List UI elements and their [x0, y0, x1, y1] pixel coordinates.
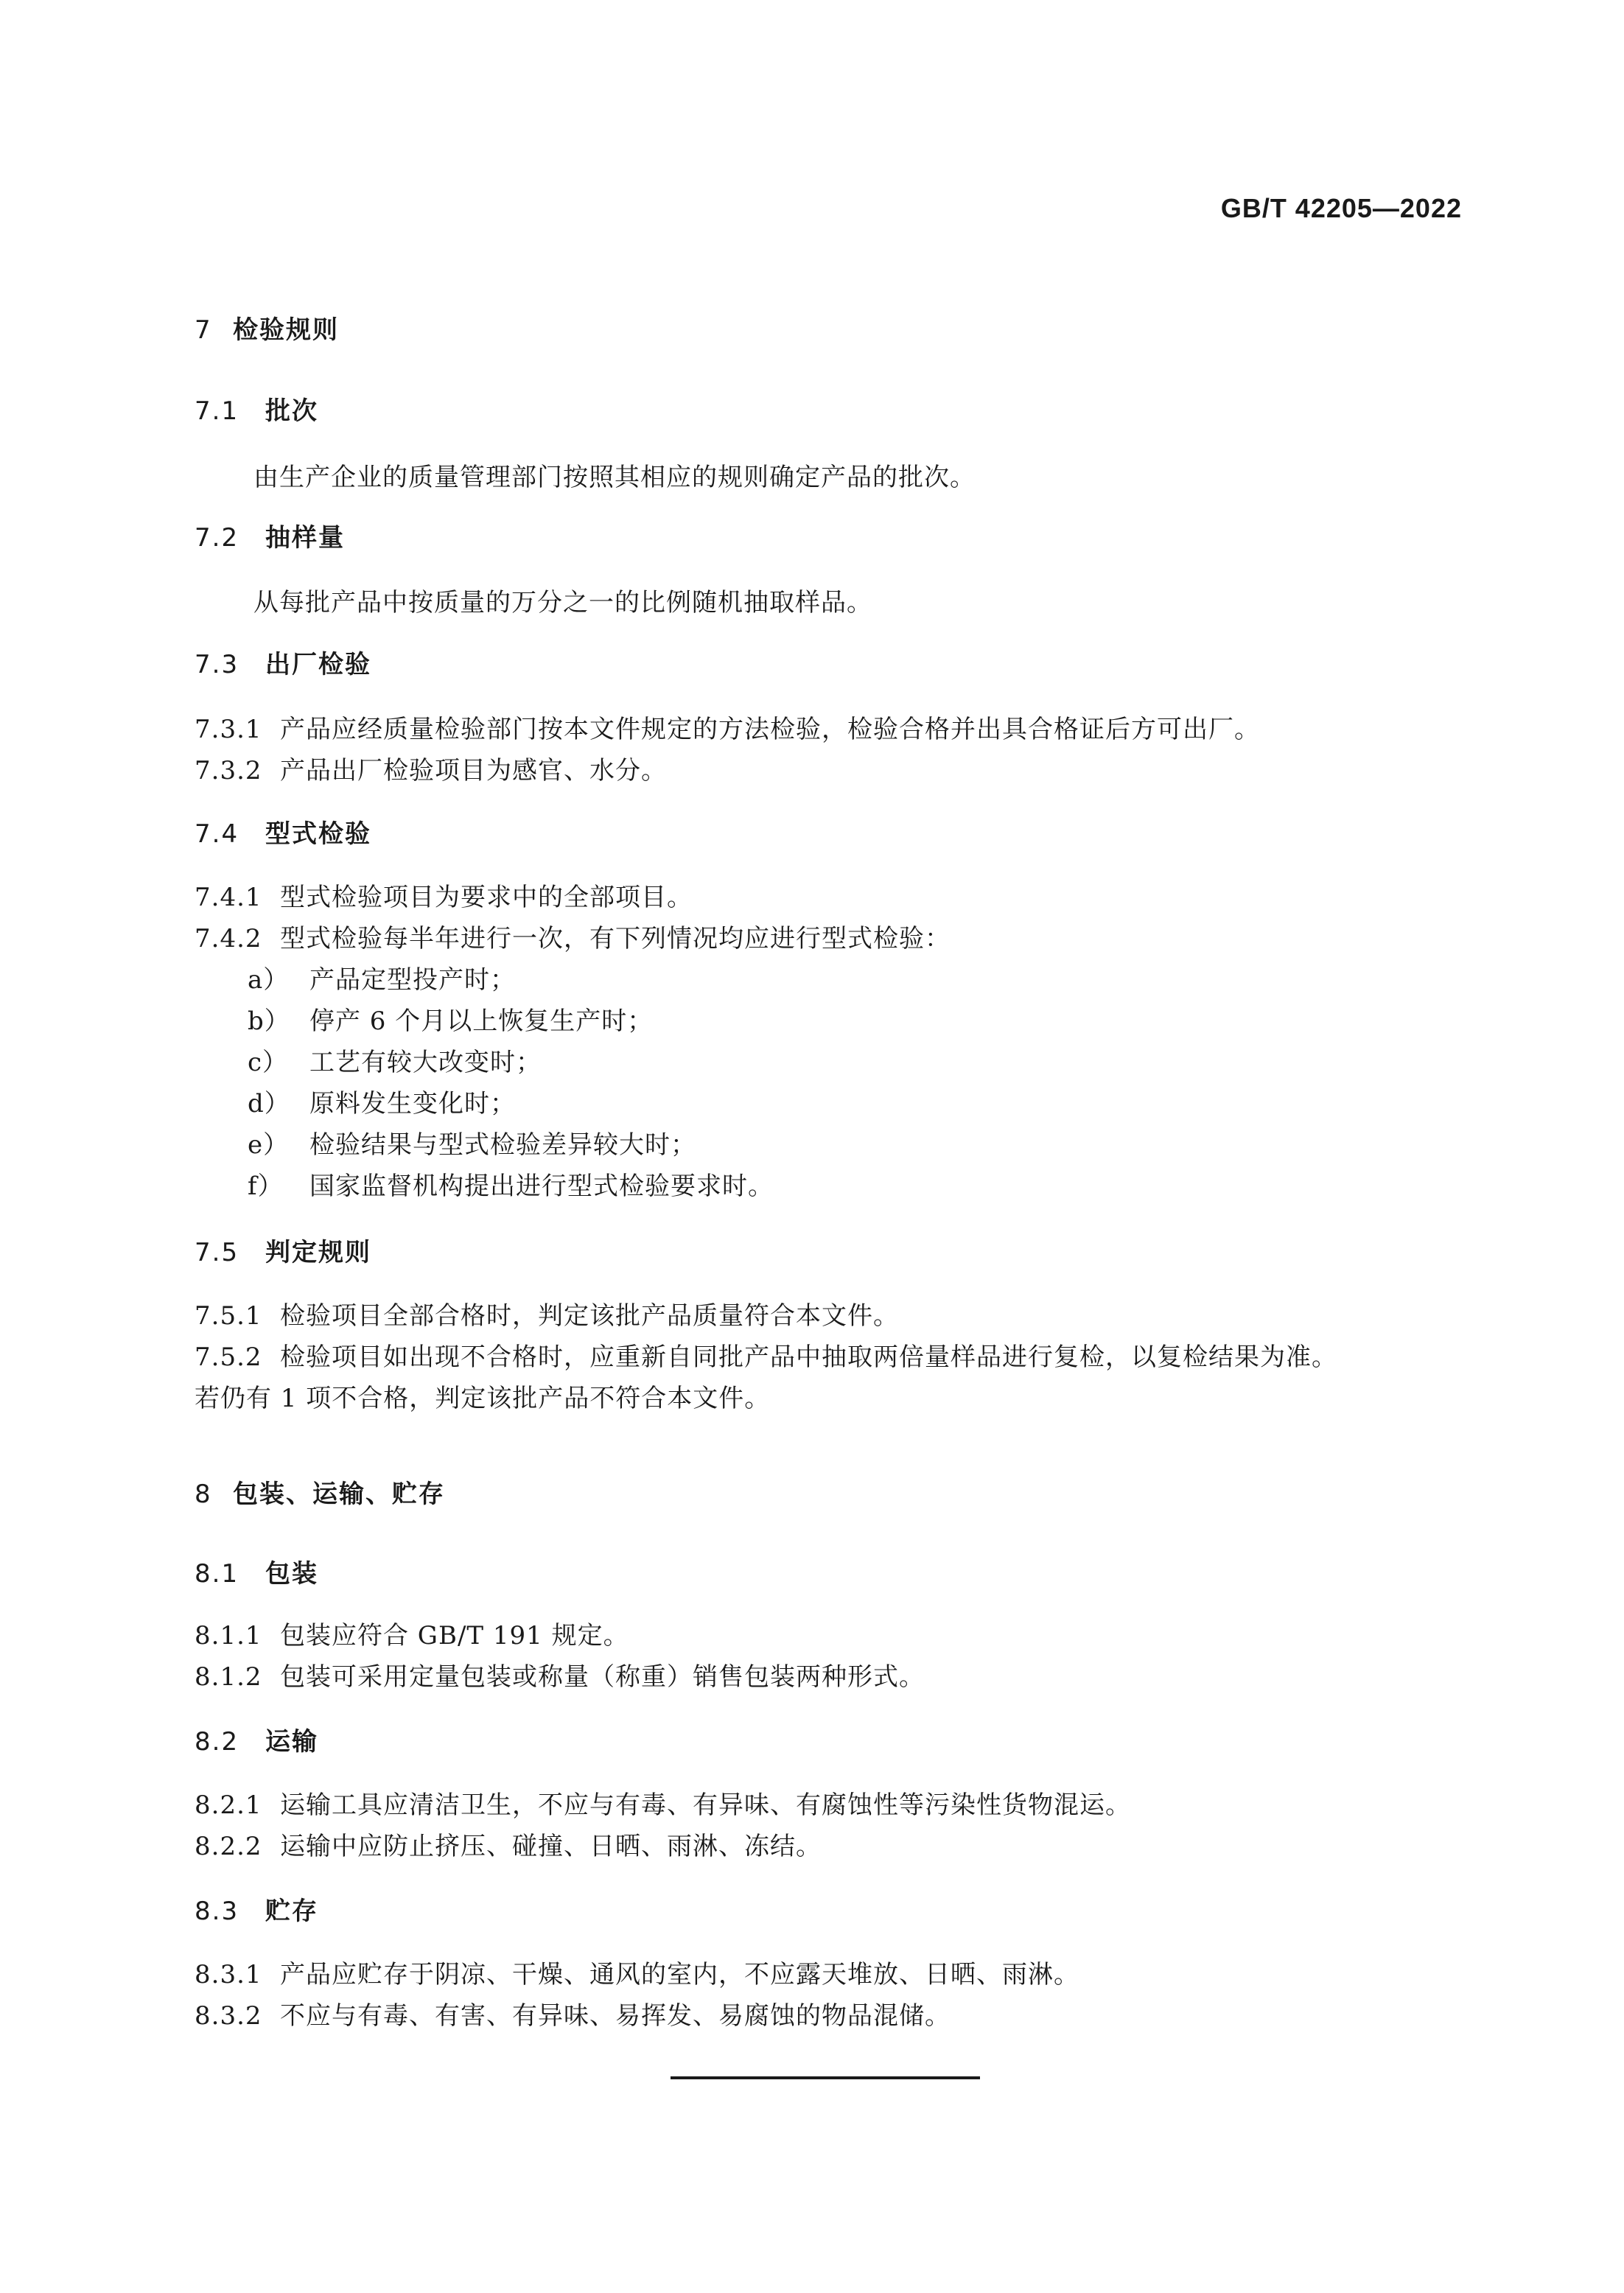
- clause-text: 运输工具应清洁卫生，不应与有毒、有异味、有腐蚀性等污染性货物混运。: [280, 1790, 1131, 1820]
- list-item: [248, 1169, 774, 1204]
- subsection-title: 判定规则: [265, 1238, 371, 1267]
- subsection-number: 7.1: [195, 396, 239, 426]
- clause-number: 7.4.2: [195, 924, 262, 953]
- end-rule: [671, 2076, 980, 2079]
- clause-7-4-1: [195, 880, 693, 915]
- subsection-title: 抽样量: [265, 523, 345, 553]
- clause-number: 8.1.1: [195, 1621, 262, 1650]
- subsection-title: 型式检验: [265, 819, 371, 849]
- section-8-heading: [195, 1477, 445, 1512]
- list-marker: b）: [248, 1007, 290, 1036]
- subsection-number: 8.2: [195, 1727, 239, 1757]
- subsection-8-2-heading: [195, 1724, 318, 1760]
- list-item: [248, 1004, 653, 1039]
- subsection-7-4-heading: [195, 816, 371, 852]
- subsection-number: 7.5: [195, 1238, 239, 1267]
- subsection-title: 出厂检验: [265, 650, 371, 679]
- clause-8-2-2: [195, 1829, 822, 1864]
- list-text: 停产 6 个月以上恢复生产时；: [309, 1007, 654, 1036]
- clause-number: 8.2.2: [195, 1832, 262, 1861]
- list-item: [248, 1045, 542, 1080]
- list-text: 检验结果与型式检验差异较大时；: [309, 1130, 696, 1160]
- clause-number: 8.3.1: [195, 1960, 262, 1989]
- subsection-number: 7.4: [195, 819, 239, 849]
- clause-number: 7.5.1: [195, 1301, 262, 1331]
- list-item: [248, 1127, 696, 1163]
- clause-number: 8.2.1: [195, 1790, 262, 1820]
- clause-number: 7.3.1: [195, 715, 262, 744]
- list-item: [248, 962, 516, 998]
- clause-text: 不应与有毒、有害、有异味、易挥发、易腐蚀的物品混储。: [280, 2001, 951, 2031]
- clause-7-4-2: [195, 921, 951, 956]
- clause-number: 7.5.2: [195, 1342, 262, 1372]
- clause-8-1-2: [195, 1659, 925, 1695]
- clause-text: 型式检验每半年进行一次，有下列情况均应进行型式检验：: [280, 924, 951, 953]
- clause-number: 8.1.2: [195, 1662, 262, 1692]
- subsection-number: 8.3: [195, 1897, 239, 1926]
- clause-text: 包装应符合 GB/T 191 规定。: [280, 1621, 629, 1650]
- subsection-8-3-heading: [195, 1894, 318, 1929]
- clause-text: 检验项目全部合格时，判定该批产品质量符合本文件。: [280, 1301, 899, 1331]
- list-item: [248, 1086, 516, 1121]
- clause-text: 检验项目如出现不合格时，应重新自同批产品中抽取两倍量样品进行复检，以复检结果为准。: [280, 1342, 1337, 1372]
- clause-text: 运输中应防止挤压、碰撞、日晒、雨淋、冻结。: [280, 1832, 822, 1861]
- section-number: 7: [195, 315, 212, 345]
- clause-7-3-2: [195, 753, 667, 788]
- list-text: 工艺有较大改变时；: [309, 1048, 542, 1077]
- subsection-number: 7.3: [195, 650, 239, 679]
- paragraph-7-1: 由生产企业的质量管理部门按照其相应的规则确定产品的批次。: [253, 463, 976, 492]
- clause-text: 型式检验项目为要求中的全部项目。: [280, 883, 693, 912]
- subsection-title: 运输: [265, 1727, 318, 1757]
- list-marker: e）: [248, 1130, 290, 1160]
- clause-text: 产品应贮存于阴凉、干燥、通风的室内，不应露天堆放、日晒、雨淋。: [280, 1960, 1079, 1989]
- list-marker: f）: [248, 1172, 284, 1201]
- clause-8-2-1: [195, 1788, 1131, 1823]
- list-text: 原料发生变化时；: [309, 1089, 516, 1119]
- list-text: 国家监督机构提出进行型式检验要求时。: [309, 1172, 774, 1201]
- standard-number: GB/T 42205—2022: [1220, 193, 1462, 223]
- clause-8-3-1: [195, 1957, 1079, 1992]
- subsection-7-5-heading: [195, 1235, 371, 1270]
- list-marker: c）: [248, 1048, 289, 1077]
- clause-8-1-1: [195, 1618, 629, 1653]
- list-marker: a）: [248, 965, 290, 995]
- clause-number: 8.3.2: [195, 2001, 262, 2031]
- clause-7-5-2: [195, 1340, 1337, 1375]
- subsection-title: 贮存: [265, 1897, 318, 1926]
- clause-text: 产品出厂检验项目为感官、水分。: [280, 756, 667, 785]
- section-title: 包装、运输、贮存: [233, 1480, 445, 1509]
- subsection-8-1-heading: [195, 1556, 318, 1592]
- section-number: 8: [195, 1480, 212, 1509]
- subsection-number: 7.2: [195, 523, 239, 553]
- clause-number: 7.3.2: [195, 756, 262, 785]
- paragraph-7-2: 从每批产品中按质量的万分之一的比例随机抽取样品。: [253, 588, 872, 617]
- clause-7-5-1: [195, 1298, 899, 1334]
- subsection-title: 包装: [265, 1559, 318, 1589]
- clause-number: 7.4.1: [195, 883, 262, 912]
- section-7-heading: [195, 312, 339, 348]
- clause-continuation: 若仍有 1 项不合格，判定该批产品不符合本文件。: [195, 1384, 771, 1413]
- subsection-number: 8.1: [195, 1559, 239, 1589]
- subsection-7-1-heading: [195, 393, 318, 429]
- section-title: 检验规则: [233, 315, 339, 345]
- subsection-7-2-heading: [195, 520, 345, 556]
- clause-7-3-1: [195, 712, 1260, 747]
- clause-text: 包装可采用定量包装或称量（称重）销售包装两种形式。: [280, 1662, 925, 1692]
- clause-8-3-2: [195, 1998, 951, 2034]
- clause-text: 产品应经质量检验部门按本文件规定的方法检验，检验合格并出具合格证后方可出厂。: [280, 715, 1260, 744]
- subsection-7-3-heading: [195, 647, 371, 682]
- subsection-title: 批次: [265, 396, 318, 426]
- list-marker: d）: [248, 1089, 290, 1119]
- list-text: 产品定型投产时；: [309, 965, 516, 995]
